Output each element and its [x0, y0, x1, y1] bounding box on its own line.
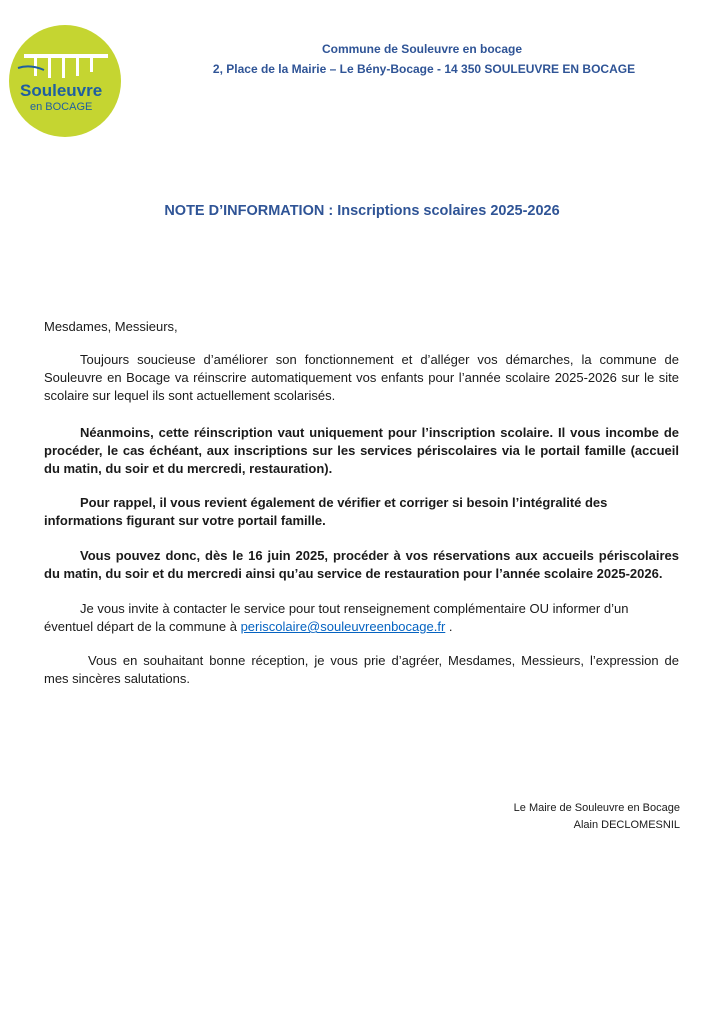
document-title: NOTE D’INFORMATION : Inscriptions scolaires 2025-2026	[164, 203, 560, 219]
contact-text-end: .	[445, 619, 453, 634]
paragraph-contact	[44, 600, 679, 636]
logo-graphic	[8, 24, 122, 138]
org-name: Commune de Souleuvre en bocage	[321, 42, 523, 56]
org-address: 2, Place de la Mairie – Le Bény-Bocage - 14 350 SOULEUVRE EN BOCAGE	[212, 62, 636, 76]
email-link[interactable]: periscolaire@souleuvreenbocage.fr	[240, 619, 446, 634]
souleuvre-logo	[8, 24, 122, 138]
paragraph-reinscription-note: Néanmoins, cette réinscription vaut uniquement pour l’inscription scolaire. Il vous incombe de procéder, le cas échéant, aux inscriptions sur les services périscolaires via le portail famille (accueil du matin, du soir et du mercredi, restauration).	[44, 425, 679, 476]
contact-text: Je vous invite à contacter le service pour tout renseignement complémentaire OU informer d’un éventuel départ de la commune à	[44, 601, 629, 634]
logo-text-line2: en BOCAGE	[30, 101, 93, 113]
logo-text-line1: Souleuvre	[20, 81, 103, 100]
signature-block	[514, 800, 680, 834]
letterhead	[120, 39, 724, 79]
signature-title: Le Maire de Souleuvre en Bocage	[513, 802, 680, 814]
paragraph-closing: Vous en souhaitant bonne réception, je vous prie d’agréer, Mesdames, Messieurs, l’expression de mes sincères salutations.	[44, 653, 679, 686]
paragraph-reminder: Pour rappel, il vous revient également de vérifier et corriger si besoin l’intégralité des informations figurant sur votre portail famille.	[44, 495, 608, 528]
paragraph-reservations: Vous pouvez donc, dès le 16 juin 2025, procéder à vos réservations aux accueils périscolaires du matin, du soir et du mercredi ainsi qu’au service de restauration pour l’année scolaire 2025-2026.	[44, 548, 679, 581]
signature-name: Alain DECLOMESNIL	[573, 819, 680, 831]
paragraph-intro: Toujours soucieuse d’améliorer son fonctionnement et d’alléger vos démarches, la commune de Souleuvre en Bocage va réinscrire automatiquement vos enfants pour l’année scolaire 2025-2026 sur le site scolaire sur lequel ils sont actuellement scolarisés.	[44, 352, 679, 403]
salutation: Mesdames, Messieurs,	[44, 319, 178, 334]
